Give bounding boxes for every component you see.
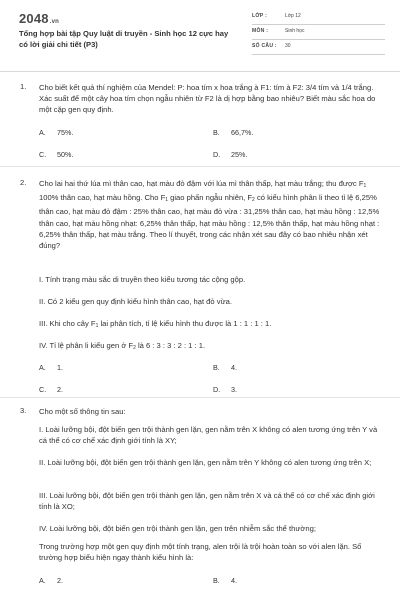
option-letter: B. — [213, 576, 220, 585]
page-header — [0, 0, 400, 62]
logo-tld: .vn — [49, 19, 60, 25]
question-closing: Trong trường hợp một gen quy định một tính trạng, alen trội là trội hoàn toàn so với alen lặn. Số trường hợp biểu hiện ngay thành kiểu hình là: — [39, 542, 362, 563]
site-logo[interactable] — [19, 11, 59, 26]
statement-3: III. Loài lưỡng bội, đột biến gen trội thành gen lặn, gen nằm trên X và cá thể có cơ chế xác định giới tính là XO; — [39, 491, 375, 512]
option-text: 2. — [57, 385, 63, 394]
meta-label: LỚP : — [252, 13, 268, 19]
question-number: 2. — [20, 178, 27, 187]
option-letter: A. — [39, 128, 46, 137]
option-letter: A. — [39, 576, 46, 585]
meta-row-subject — [252, 25, 385, 40]
option-a[interactable] — [39, 576, 63, 585]
document-title: Tổng hợp bài tập Quy luật di truyền - Sinh học 12 cực hay có lời giải chi tiết (P3) — [19, 29, 229, 49]
question-separator — [0, 397, 400, 398]
option-letter: C. — [39, 150, 47, 159]
meta-info-table — [252, 10, 385, 55]
statement-4: IV. Loài lưỡng bội, đột biến gen trội thành gen lặn, gen trên nhiễm sắc thể thường; — [39, 524, 316, 533]
meta-label: SỐ CÂU : — [252, 43, 277, 49]
option-text: 75%. — [57, 128, 74, 137]
option-d[interactable] — [213, 385, 237, 394]
option-letter: B. — [213, 363, 220, 372]
option-b[interactable] — [213, 128, 253, 137]
option-b[interactable] — [213, 363, 237, 372]
option-letter: C. — [39, 385, 47, 394]
question-text: Cho lai hai thứ lúa mì thân cao, hạt màu đỏ đậm với lúa mì thân thấp, hạt màu trắng; thu được $F_1$ 100% thân cao, hạt màu hồng. Cho $F_1$ giao phấn ngẫu nhiên, $F_2$ có kiểu hình phân li theo tỉ lệ 6,25% thân cao, hạt màu đỏ đậm : 25% thân cao, hạt màu đỏ vừa : 31,25% thân cao, hạt màu hồng : 12,5% thân cao, hạt màu hồng nhạt: 6,25% thân thấp, hạt màu hồng : 12,5% thân thấp, hạt màu hồng nhạt : 6,25% thân thấp, hạt màu trắng. Theo lí thuyết, trong các nhận xét sau đây có bao nhiêu nhận xét đúng? — [39, 179, 380, 251]
question-number: 1. — [20, 82, 27, 91]
option-a[interactable] — [39, 363, 63, 372]
statement-1: I. Loài lưỡng bội, đột biến gen trội thành gen lặn, gen nằm trên X không có alen tương ứng trên Y và cá thể có cơ chế xác định giới tính là XY; — [39, 425, 378, 446]
question-number: 3. — [20, 406, 27, 415]
statement-2: II. Có 2 kiểu gen quy định kiểu hình thân cao, hạt đỏ vừa. — [39, 297, 232, 306]
question-text: Cho biết kết quả thí nghiệm của Mendel: P: hoa tím x hoa trắng à F1: tím à F2: 3/4 tím và 1/4 trắng. Xác suất để một cây hoa tím chọn ngẫu nhiên từ F2 là dị hợp bằng bao nhiêu? Biết màu sắc hoa do một cặp gen quy định. — [39, 83, 376, 115]
option-text: 2. — [57, 576, 63, 585]
meta-value: Sinh học — [285, 28, 305, 34]
logo-main: 2048 — [19, 11, 49, 26]
meta-label: MÔN : — [252, 28, 269, 34]
meta-value: Lớp 12 — [285, 13, 301, 19]
option-text: 66,7%. — [231, 128, 254, 137]
option-letter: A. — [39, 363, 46, 372]
option-text: 1. — [57, 363, 63, 372]
meta-row-count — [252, 40, 385, 55]
option-text: 4. — [231, 576, 237, 585]
option-letter: D. — [213, 150, 221, 159]
option-text: 4. — [231, 363, 237, 372]
meta-value: 30 — [285, 43, 291, 49]
option-c[interactable] — [39, 385, 63, 394]
option-a[interactable] — [39, 128, 73, 137]
meta-row-class — [252, 10, 385, 25]
option-text: 50%. — [57, 150, 74, 159]
question-separator — [0, 166, 400, 167]
question-text: Cho một số thông tin sau: — [39, 407, 126, 416]
option-b[interactable] — [213, 576, 237, 585]
option-d[interactable] — [213, 150, 247, 159]
statement-4: IV. Tỉ lệ phân li kiểu gen ở $F_2$ là 6 : 3 : 3 : 2 : 1 : 1. — [39, 341, 206, 351]
option-c[interactable] — [39, 150, 73, 159]
option-letter: B. — [213, 128, 220, 137]
statement-2: II. Loài lưỡng bội, đột biến gen trội thành gen lặn, gen nằm trên Y không có alen tương ứng trên X; — [39, 458, 372, 467]
option-text: 3. — [231, 385, 237, 394]
option-text: 25%. — [231, 150, 248, 159]
statement-1: I. Tính trạng màu sắc di truyền theo kiểu tương tác cộng gộp. — [39, 275, 246, 284]
option-letter: D. — [213, 385, 221, 394]
header-divider — [0, 71, 400, 72]
statement-3: III. Khi cho cây $F_1$ lai phân tích, tỉ lệ kiểu hình thu được là 1 : 1 : 1 : 1. — [39, 319, 272, 329]
